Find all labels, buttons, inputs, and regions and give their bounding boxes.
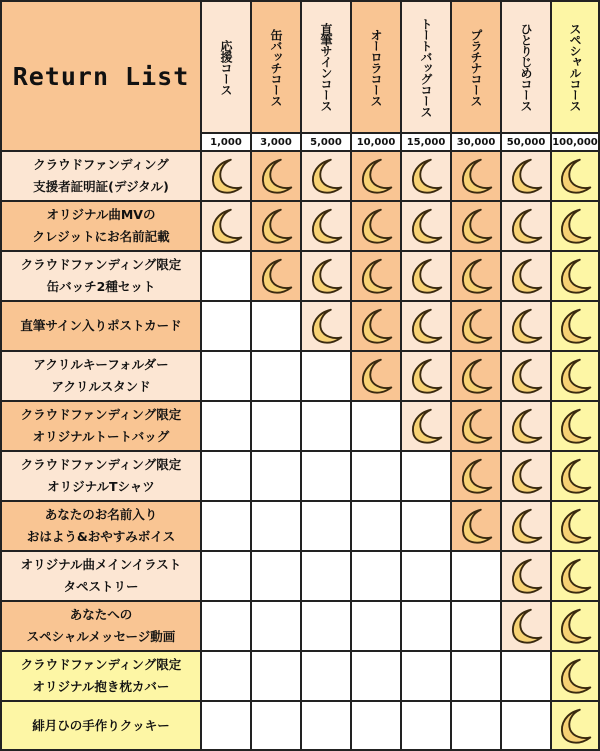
empty-cell xyxy=(252,502,302,552)
crescent-moon-icon xyxy=(355,255,397,297)
course-name: 直筆サインコース xyxy=(319,23,333,111)
empty-cell xyxy=(302,352,352,402)
included-cell xyxy=(552,502,600,552)
crescent-moon-icon xyxy=(305,305,347,347)
course-name: スペシャルコース xyxy=(568,23,582,111)
included-cell xyxy=(502,152,552,202)
included-cell xyxy=(552,302,600,352)
empty-cell xyxy=(402,552,452,602)
item-label: クラウドファンディング限定 オリジナルTシャツ xyxy=(2,452,202,502)
course-name: オーロラコース xyxy=(369,28,383,106)
empty-cell xyxy=(252,302,302,352)
crescent-moon-icon xyxy=(505,405,547,447)
included-cell xyxy=(402,152,452,202)
crescent-moon-icon xyxy=(505,555,547,597)
included-cell xyxy=(552,702,600,751)
item-label: クラウドファンディング限定 缶バッチ2種セット xyxy=(2,252,202,302)
item-label: オリジナル曲MVの クレジットにお名前記載 xyxy=(2,202,202,252)
crescent-moon-icon xyxy=(255,255,297,297)
included-cell xyxy=(552,602,600,652)
item-label: クラウドファンディング限定 オリジナルトートバッグ xyxy=(2,402,202,452)
item-label: あなたのお名前入り おはよう&おやすみボイス xyxy=(2,502,202,552)
empty-cell xyxy=(302,652,352,702)
crescent-moon-icon xyxy=(554,355,596,397)
empty-cell xyxy=(402,602,452,652)
included-cell xyxy=(402,252,452,302)
crescent-moon-icon xyxy=(455,205,497,247)
crescent-moon-icon xyxy=(455,355,497,397)
empty-cell xyxy=(452,602,502,652)
included-cell xyxy=(552,252,600,302)
empty-cell xyxy=(302,552,352,602)
included-cell xyxy=(452,302,502,352)
included-cell xyxy=(352,352,402,402)
item-label: 緋月ひの手作りクッキー xyxy=(2,702,202,751)
included-cell xyxy=(302,152,352,202)
empty-cell xyxy=(502,702,552,751)
empty-cell xyxy=(352,602,402,652)
included-cell xyxy=(552,452,600,502)
crescent-moon-icon xyxy=(355,355,397,397)
empty-cell xyxy=(502,652,552,702)
included-cell xyxy=(452,252,502,302)
empty-cell xyxy=(352,702,402,751)
included-cell xyxy=(402,302,452,352)
included-cell xyxy=(502,252,552,302)
empty-cell xyxy=(202,252,252,302)
empty-cell xyxy=(202,302,252,352)
empty-cell xyxy=(302,402,352,452)
course-header-1 xyxy=(202,2,252,134)
crescent-moon-icon xyxy=(255,155,297,197)
empty-cell xyxy=(202,602,252,652)
course-price: 30,000 xyxy=(452,134,502,152)
table-title-cell xyxy=(2,2,202,152)
empty-cell xyxy=(302,502,352,552)
included-cell xyxy=(452,202,502,252)
crescent-moon-icon xyxy=(455,255,497,297)
crescent-moon-icon xyxy=(405,205,447,247)
empty-cell xyxy=(252,402,302,452)
included-cell xyxy=(552,552,600,602)
crescent-moon-icon xyxy=(554,655,596,697)
empty-cell xyxy=(452,552,502,602)
course-header-7 xyxy=(502,2,552,134)
included-cell xyxy=(402,202,452,252)
course-price: 3,000 xyxy=(252,134,302,152)
included-cell xyxy=(352,252,402,302)
crescent-moon-icon xyxy=(505,455,547,497)
included-cell xyxy=(452,452,502,502)
included-cell xyxy=(452,502,502,552)
item-label: クラウドファンディング 支援者証明証(デジタル) xyxy=(2,152,202,202)
included-cell xyxy=(552,352,600,402)
included-cell xyxy=(502,202,552,252)
item-label: あなたへの スペシャルメッセージ動画 xyxy=(2,602,202,652)
included-cell xyxy=(252,152,302,202)
empty-cell xyxy=(352,402,402,452)
crescent-moon-icon xyxy=(305,155,347,197)
included-cell xyxy=(552,652,600,702)
crescent-moon-icon xyxy=(554,205,596,247)
item-label: クラウドファンディング限定 オリジナル抱き枕カバー xyxy=(2,652,202,702)
crescent-moon-icon xyxy=(305,205,347,247)
item-label: アクリルキーフォルダー アクリルスタンド xyxy=(2,352,202,402)
crescent-moon-icon xyxy=(205,205,247,247)
included-cell xyxy=(302,202,352,252)
included-cell xyxy=(502,452,552,502)
empty-cell xyxy=(202,652,252,702)
crescent-moon-icon xyxy=(505,605,547,647)
included-cell xyxy=(502,352,552,402)
included-cell xyxy=(552,402,600,452)
course-price: 10,000 xyxy=(352,134,402,152)
empty-cell xyxy=(402,502,452,552)
course-name: プラチナコース xyxy=(469,28,483,106)
included-cell xyxy=(402,402,452,452)
crescent-moon-icon xyxy=(255,205,297,247)
included-cell xyxy=(502,402,552,452)
included-cell xyxy=(352,202,402,252)
course-name: 応援コース xyxy=(219,39,233,95)
empty-cell xyxy=(252,702,302,751)
crescent-moon-icon xyxy=(405,305,447,347)
included-cell xyxy=(252,202,302,252)
empty-cell xyxy=(402,702,452,751)
crescent-moon-icon xyxy=(505,355,547,397)
empty-cell xyxy=(202,552,252,602)
included-cell xyxy=(502,302,552,352)
crescent-moon-icon xyxy=(355,155,397,197)
course-name: ひとりじめコース xyxy=(519,23,533,111)
included-cell xyxy=(352,152,402,202)
crescent-moon-icon xyxy=(554,555,596,597)
included-cell xyxy=(452,402,502,452)
empty-cell xyxy=(452,702,502,751)
course-header-4 xyxy=(352,2,402,134)
course-header-3 xyxy=(302,2,352,134)
included-cell xyxy=(552,202,600,252)
crescent-moon-icon xyxy=(405,405,447,447)
crescent-moon-icon xyxy=(554,255,596,297)
crescent-moon-icon xyxy=(554,705,596,747)
crescent-moon-icon xyxy=(554,405,596,447)
crescent-moon-icon xyxy=(405,355,447,397)
included-cell xyxy=(252,252,302,302)
crescent-moon-icon xyxy=(405,255,447,297)
course-price: 100,000 xyxy=(552,134,600,152)
empty-cell xyxy=(402,452,452,502)
included-cell xyxy=(452,352,502,402)
crescent-moon-icon xyxy=(554,155,596,197)
course-header-8 xyxy=(552,2,600,134)
item-label: オリジナル曲メインイラスト タペストリー xyxy=(2,552,202,602)
crescent-moon-icon xyxy=(554,305,596,347)
empty-cell xyxy=(252,602,302,652)
included-cell xyxy=(302,252,352,302)
included-cell xyxy=(352,302,402,352)
included-cell xyxy=(402,352,452,402)
empty-cell xyxy=(202,502,252,552)
course-price: 5,000 xyxy=(302,134,352,152)
crescent-moon-icon xyxy=(305,255,347,297)
included-cell xyxy=(552,152,600,202)
empty-cell xyxy=(202,352,252,402)
crescent-moon-icon xyxy=(505,305,547,347)
empty-cell xyxy=(202,702,252,751)
crescent-moon-icon xyxy=(554,505,596,547)
course-price: 1,000 xyxy=(202,134,252,152)
crescent-moon-icon xyxy=(554,605,596,647)
crescent-moon-icon xyxy=(505,155,547,197)
empty-cell xyxy=(402,652,452,702)
included-cell xyxy=(452,152,502,202)
included-cell xyxy=(502,502,552,552)
course-name: トートバッグコース xyxy=(419,17,433,117)
crescent-moon-icon xyxy=(455,305,497,347)
empty-cell xyxy=(352,502,402,552)
course-price: 50,000 xyxy=(502,134,552,152)
empty-cell xyxy=(302,602,352,652)
item-label: 直筆サイン入りポストカード xyxy=(2,302,202,352)
course-header-2 xyxy=(252,2,302,134)
crescent-moon-icon xyxy=(505,505,547,547)
crescent-moon-icon xyxy=(505,255,547,297)
course-header-6 xyxy=(452,2,502,134)
empty-cell xyxy=(252,652,302,702)
crescent-moon-icon xyxy=(355,205,397,247)
page-title: Return List xyxy=(12,61,190,91)
crescent-moon-icon xyxy=(205,155,247,197)
crescent-moon-icon xyxy=(554,455,596,497)
empty-cell xyxy=(452,652,502,702)
crescent-moon-icon xyxy=(455,155,497,197)
course-name: 缶バッチコース xyxy=(269,28,283,106)
included-cell xyxy=(202,152,252,202)
crescent-moon-icon xyxy=(455,405,497,447)
crescent-moon-icon xyxy=(455,455,497,497)
empty-cell xyxy=(252,552,302,602)
empty-cell xyxy=(252,452,302,502)
included-cell xyxy=(502,602,552,652)
empty-cell xyxy=(302,452,352,502)
included-cell xyxy=(302,302,352,352)
empty-cell xyxy=(352,552,402,602)
empty-cell xyxy=(302,702,352,751)
empty-cell xyxy=(202,452,252,502)
course-price: 15,000 xyxy=(402,134,452,152)
included-cell xyxy=(202,202,252,252)
empty-cell xyxy=(202,402,252,452)
empty-cell xyxy=(352,452,402,502)
course-header-5 xyxy=(402,2,452,134)
crescent-moon-icon xyxy=(355,305,397,347)
included-cell xyxy=(502,552,552,602)
empty-cell xyxy=(352,652,402,702)
empty-cell xyxy=(252,352,302,402)
crescent-moon-icon xyxy=(405,155,447,197)
crescent-moon-icon xyxy=(505,205,547,247)
crescent-moon-icon xyxy=(455,505,497,547)
